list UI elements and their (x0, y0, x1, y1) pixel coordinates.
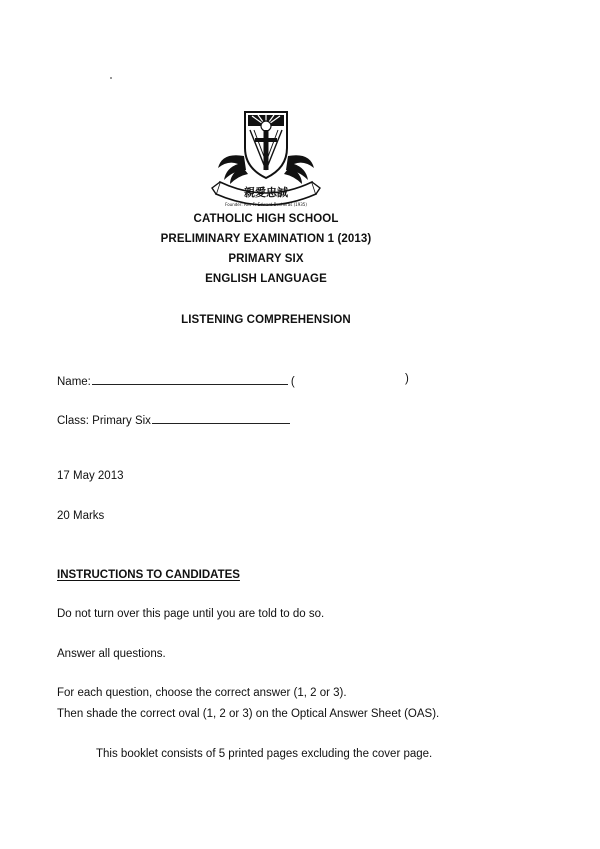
exam-date: 17 May 2013 (57, 470, 124, 482)
instruction-line-3: For each question, choose the correct answer (1, 2 or 3). (57, 687, 347, 699)
class-field[interactable] (152, 412, 290, 424)
name-field[interactable] (92, 373, 288, 385)
name-row (57, 373, 409, 388)
booklet-note: This booklet consists of 5 printed pages excluding the cover page. (96, 748, 433, 760)
class-label: Class: Primary Six (57, 415, 151, 427)
instruction-line-1: Do not turn over this page until you are told to do so. (57, 608, 325, 620)
name-label: Name: (57, 376, 91, 388)
paper-title: LISTENING COMPREHENSION (181, 314, 351, 326)
crest-motto: 親愛忠誠 (244, 186, 288, 199)
subject: ENGLISH LANGUAGE (205, 273, 327, 285)
school-crest-icon (208, 108, 324, 208)
register-number-paren-open: ( (290, 376, 295, 388)
instruction-line-2: Answer all questions. (57, 648, 166, 660)
school-name: CATHOLIC HIGH SCHOOL (193, 213, 339, 225)
level: PRIMARY SIX (228, 253, 304, 265)
instruction-line-4: Then shade the correct oval (1, 2 or 3) on the Optical Answer Sheet (OAS). (57, 708, 440, 720)
crest-founder-text: Founder: Rev Fr Edward Becheras (1935) (225, 202, 307, 207)
exam-title: PRELIMINARY EXAMINATION 1 (2013) (160, 233, 372, 245)
total-marks: 20 Marks (57, 510, 105, 522)
scan-speck (110, 77, 112, 79)
class-row (57, 412, 290, 427)
register-number-paren-close: ) (405, 373, 409, 385)
instructions-heading: INSTRUCTIONS TO CANDIDATES (57, 569, 240, 581)
